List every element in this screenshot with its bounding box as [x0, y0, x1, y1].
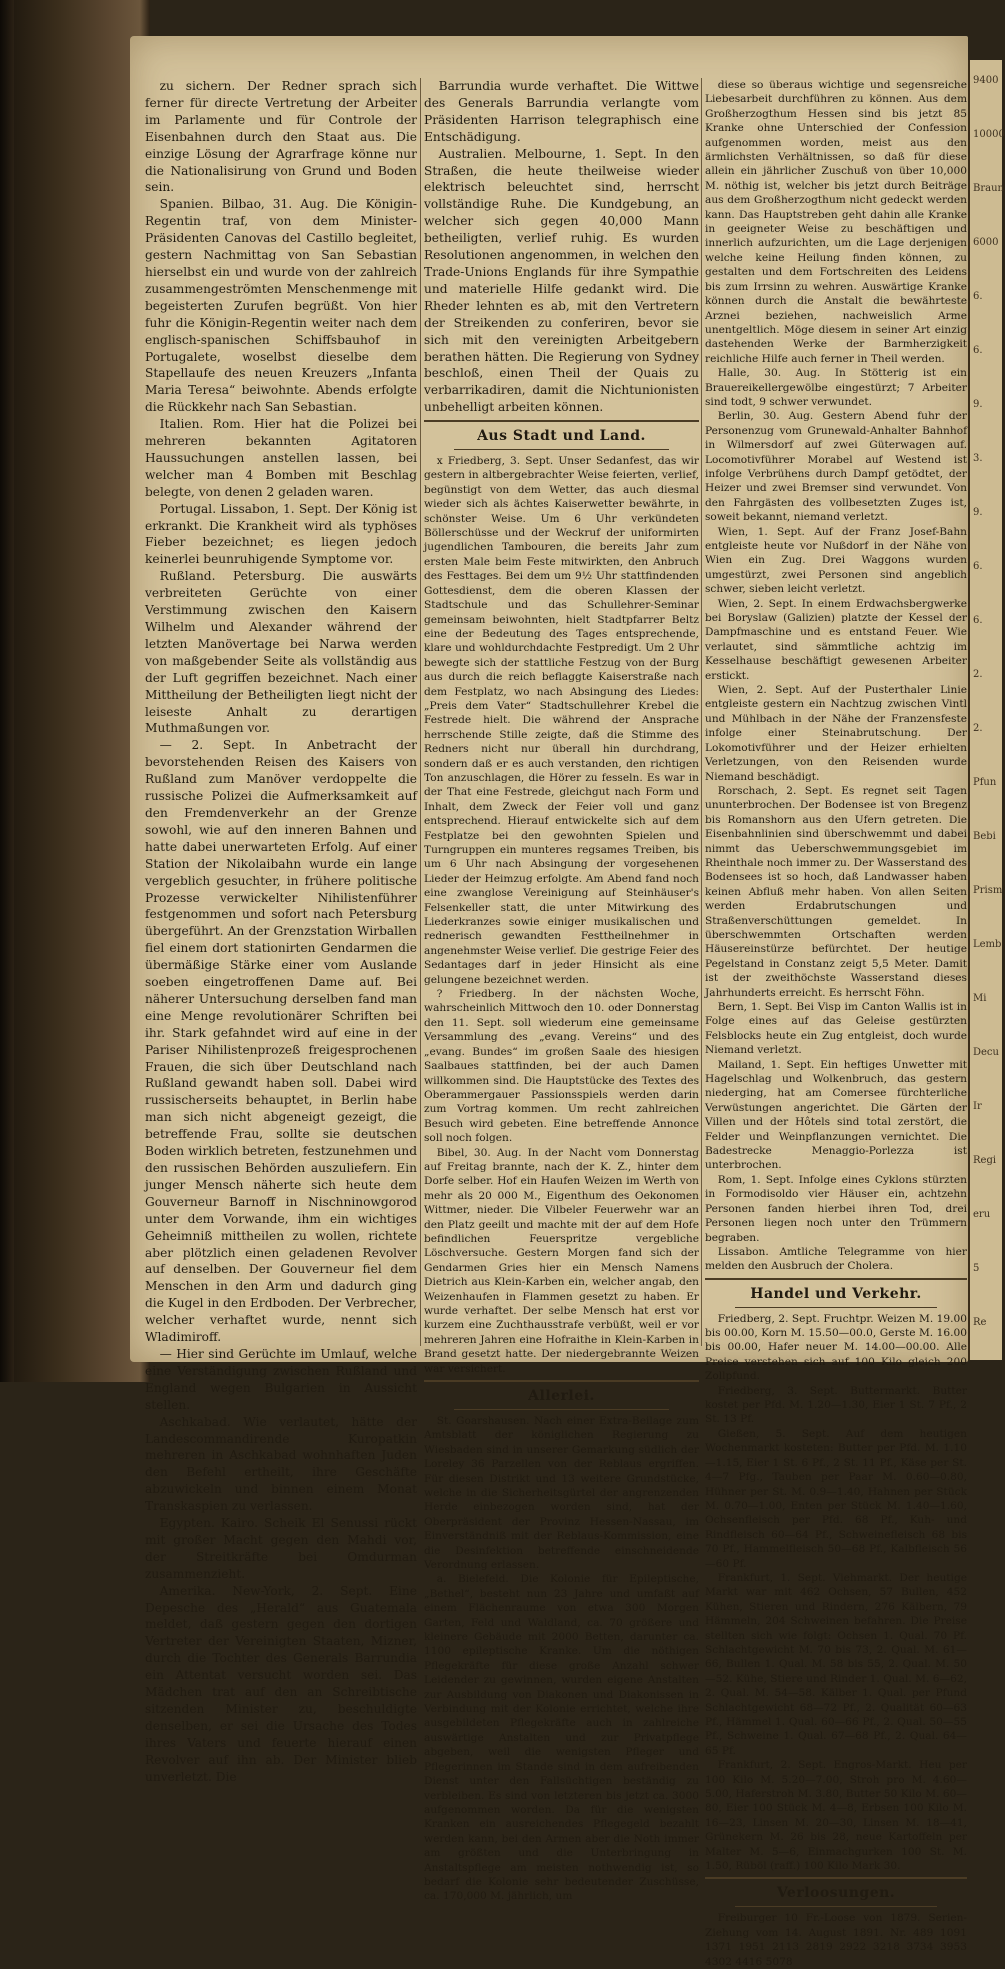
heading-underline	[735, 1307, 937, 1308]
heading-underline	[454, 1409, 669, 1410]
adjacent-page-fragment: 6000	[973, 237, 999, 248]
column-1	[145, 78, 417, 1784]
adjacent-page-fragment: 9.	[973, 507, 983, 518]
column-3	[705, 78, 967, 1968]
article-paragraph: zu sichern. Der Redner sprach sich ferner für directe Vertretung der Arbeiter im Parlamente und für Controle der Eisenbahnen durch den Staat aus. Die einzige Lösung der Agrarfrage könne nur die Nationalisirung von Grund und Boden sein.	[145, 79, 417, 195]
article-paragraph: ? Friedberg. In der nächsten Woche, wahrscheinlich Mittwoch den 10. oder Donnerstag den 11. Sept. soll wiederum eine gemeinsame Versammlung des „evang. Vereins“ und des „evang. Bundes“ im großen Saale des hiesigen Saalbaues stattfinden, bei der auch Damen willkommen sind. Die Hauptstücke des Textes des Oberammergauer Passionsspiels werden darin zum Vortrag kommen. Um recht zahlreichen Besuch wird gebeten. Eine betreffende Annonce soll noch folgen.	[424, 988, 699, 1145]
adjacent-page-fragment: Braun	[973, 183, 1004, 194]
adjacent-page-fragment: 6.	[973, 345, 983, 356]
section-divider	[705, 1877, 967, 1879]
adjacent-page-edge	[968, 60, 1005, 1360]
adjacent-page-fragment: Lemb	[973, 939, 1002, 950]
adjacent-page-fragment: eru	[973, 1209, 991, 1220]
article-paragraph: Rußland. Petersburg. Die auswärts verbreiteten Gerüchte von einer Verstimmung zwischen den Kaisern Wilhelm und Alexander während der letzten Manövertage bei Narwa werden von maßgebender Seite als vollständig aus der Luft gegriffen bezeichnet. Nach einer Mittheilung der Betheiligten liegt nicht der leiseste Anhalt zu derartigen Muthmaßungen vor.	[145, 569, 417, 736]
article-paragraph: — Hier sind Gerüchte im Umlauf, welche eine Verständigung zwischen Rußland und England wegen Bulgarien in Aussicht stellen.	[145, 1346, 417, 1412]
adjacent-page-fragment: 5	[973, 1263, 980, 1274]
article-paragraph: Spanien. Bilbao, 31. Aug. Die Königin-Regentin traf, von dem Minister-Präsidenten Canovas del Castillo begleitet, gestern Nachmittag von San Sebastian hierselbst ein und wurde von der zahlreich zusammengeströmten Menschenmenge mit begeisterten Zurufen begrüßt. Von hier fuhr die Königin-Regentin weiter nach dem englisch-spanischen Schiffsbauhof in Portugalete, woselbst dieselbe dem Stapellaufe des neuen Kreuzers „Infanta Maria Teresa“ beiwohnte. Abends erfolgte die Rückkehr nach San Sebastian.	[145, 197, 417, 415]
column-rule-1	[420, 78, 421, 1346]
adjacent-page-fragment: Prism	[973, 885, 1003, 896]
article-paragraph: Freiburger 10 Fr.-Loose von 1879. Serien-Ziehung vom 14. August 1891. Nr. 489 1091 1371 1951 2113 2819 2922 3218 3734 3953 4302 4416 5078	[705, 1912, 967, 1968]
section-divider	[424, 420, 699, 422]
adjacent-page-fragment: Bebi	[973, 831, 996, 842]
adjacent-page-fragment: Ir	[973, 1101, 982, 1112]
article-paragraph: Italien. Rom. Hier hat die Polizei bei mehreren bekannten Agitatoren Haussuchungen anstellen lassen, bei welcher man 4 Bomben mit Beschlag belegte, von denen 2 geladen waren.	[145, 417, 417, 499]
article-paragraph: Mailand, 1. Sept. Ein heftiges Unwetter mit Hagelschlag und Wolkenbruch, das gestern niederging, hat am Comersee fürchterliche Verwüstungen angerichtet. Die Gärten der Villen und der Hôtels sind total zerstört, die Felder und Weinpflanzungen vernichtet. Die Badestrecke Menaggio-Porlezza ist unterbrochen.	[705, 1058, 967, 1172]
article-paragraph: — 2. Sept. In Anbetracht der bevorstehenden Reisen des Kaisers von Rußland zum Manöver verdoppelte die russische Polizei die Aufmerksamkeit auf den Fremdenverkehr an der Grenze sowohl, wie auf den inneren Bahnen und hatte dabei unerwarteten Erfolg. Auf einer Station der Nikolaibahn wurde ein lange vergeblich gesuchter, in frühere politische Prozesse verwickelter Nihilistenführer festgenommen und sofort nach Petersburg übergeführt. An der Grenzstation Wirballen fiel einem dort stationirten Gendarmen die übermäßige Stärke einer vom Auslande soeben eingetroffenen Dame auf. Bei näherer Untersuchung derselben fand man eine Menge revolutionärer Schriften bei ihr. Stark gefahndet wird auf eine in der Pariser Nihilistenprozeß freigesprochenen Frauen, die sich über Deutschland nach Rußland gewandt haben soll. Dabei wird russischerseits behauptet, in Berlin habe man sich nicht abgeneigt gezeigt, die betreffende Frau, sollte sie deutschen Boden wirklich betreten, festzunehmen und den russischen Behörden auszuliefern. Ein junger Mensch näherte sich heute dem Gouverneur Barnoff in Nischninowgorod unter dem Vorwande, ihm ein wichtiges Geheimniß mittheilen zu wollen, richtete aber plötzlich einen geladenen Revolver auf denselben. Der Gouverneur fiel dem Menschen in den Arm und dadurch ging die Kugel in den Erdboden. Der Verbrecher, welcher verhaftet wurde, nennt sich Wladimiroff.	[145, 738, 417, 1345]
section-heading-stadt-und-land: Aus Stadt und Land.	[477, 428, 646, 445]
article-paragraph: x Friedberg, 3. Sept. Unser Sedanfest, das wir gestern in altbergebrachter Weise feierten, verlief, begünstigt von dem Wetter, das auch diesmal wieder sich als ächtes Kaiserwetter bewährte, in schönster Weise. Um 6 Uhr verkündeten Böllerschüsse und der Weckruf der uniformirten jugendlichen Tambouren, die bereits Jahr zum ersten Male beim Feste mitwirkten, den Anbruch des Festtages. Bei dem um 9½ Uhr stattfindenden Gottesdienst, dem die oberen Klassen der Stadtschule und das Schullehrer-Seminar gemeinsam beiwohnten, hielt Stadtpfarrer Beltz eine der Bedeutung des Tages entsprechende, klare und wohldurchdachte Festpredigt. Um 2 Uhr bewegte sich der stattliche Festzug von der Burg aus durch die reich beflaggte Kaiserstraße nach dem Festplatz, wo nach Absingung des Liedes: „Preis dem Vater“ Stadtschullehrer Krebel die Festrede hielt. Die während der Ansprache herrschende Stille zeigte, daß die Stimme des Redners nicht nur überall hin durchdrang, sondern daß er es auch verstanden, den richtigen Ton anzuschlagen, die Hörer zu fesseln. Es war in der That eine Festrede, gleichgut nach Form und Inhalt, dem Zweck der Feier voll und ganz entsprechend. Hierauf entwickelte sich auf dem Festplatze bei den gewohnten Spielen und Turngruppen ein munteres regsames Treiben, bis um 6 Uhr nach Absingung der vorgesehenen Lieder der Heimzug erfolgte. Am Abend fand noch eine zwanglose Vereinigung auf Steinhäuser's Felsenkeller statt, die unter Mitwirkung des Liederkranzes sowie einiger musikalischen und rednerisch gewandten Festtheilnehmer in angenehmster Weise verlief. Die gestrige Feier des Sedantages darf in jeder Hinsicht als eine gelungene bezeichnet werden.	[424, 455, 699, 986]
article-paragraph: Bibel, 30. Aug. In der Nacht vom Donnerstag auf Freitag brannte, nach der K. Z., hinter dem Dorfe selber. Hof ein Haufen Weizen im Werth von mehr als 20 000 M., Eigenthum des Oekonomen Wittmer, nieder. Die Vilbeler Feuerwehr war an den Platz geeilt und machte mit der auf dem Hofe befindlichen Feuerspritze vergebliche Löschversuche. Gestern Morgen fand sich der Gendarmen Gries hier ein Mensch Namens Dietrich aus Klein-Karben ein, welcher angab, den Weizenhaufen in Flammen gesetzt zu haben. Er wurde verhaftet. Der selbe Mensch hat erst vor kurzem eine Zuchthausstrafe verbüßt, weil er vor mehreren Jahren eine Hofraithe in Klein-Karben in Brand gesetzt hatte. Der niedergebrannte Weizen war versichert.	[424, 1146, 699, 1375]
article-paragraph: Gießen, 5. Sept. Auf dem heutigen Wochenmarkt kosteten: Butter per Pfd. M. 1.10—1.15, Eier 1 St. 6 Pf., 2 St. 11 Pf., Käse per St. 4—7 Pfg., Tauben per Paar M. 0.60—0.80, Hühner per St. M. 0.9—1.40, Hahnen per Stück M. 0.70—1.00, Enten per Stück M. 1.40—1.60, Ochsenfleisch per Pfd. 68 Pf., Kuh- und Rindfleisch 60—64 Pf., Schweinefleisch 68 bis 70 Pf., Hammelfleisch 50—68 Pf., Kalbfleisch 56—60 Pf.	[705, 1427, 967, 1570]
column-2	[424, 78, 699, 1903]
article-paragraph: Rorschach, 2. Sept. Es regnet seit Tagen ununterbrochen. Der Bodensee ist von Bregenz bis Romanshorn aus den Ufern getreten. Die Eisenbahnlinien sind überschwemmt und dabei nimmt das Ueberschwemmungsgebiet im Rheinthale noch immer zu. Der Wasserstand des Bodensees ist so hoch, daß Landwasser haben keinen Abfluß mehr haben. Von allen Seiten werden Erdabrutschungen und Straßenverschüttungen gemeldet. In überschwemmten Ortschaften werden Häusereinstürze befürchtet. Der heutige Pegelstand in Constanz zeigt 5,5 Meter. Damit ist der zweithöchste Wasserstand dieses Jahrhunderts erreicht. Es herrscht Föhn.	[705, 784, 967, 999]
article-paragraph: a. Bielefeld. Die Kolonie für Epileptische, „Bethel“, besteht nun 23 Jahre und umfaßt auf einem Flächenraume von etwa 300 Morgen Garten, Feld und Waldland, ca. 70 größere und kleinere Gebäude mit 2000 Betten, darunter ca. 1100 epileptische Kranke. Um die nöthigen Pflegekräfte für diese große Anzahl schwer Leidender zu gewinnen, wurden eigene Anstalten zur Ausbildung von Diakonen und Diakonissen in Verbindung mit der Kolonie errichtet, welche ihre ausgebildeten Pflegekräfte auch in zahlreiche auswärtige Anstalten und zur Privatpflege abgeben, weil die wenigsten Pfleger und Pflegerinnen im Stande sind in dem aufreibenden Dienst unter den Fallsüchtigen beständig zu verbleiben. Es sind von letzteren bis jetzt ca. 3000 aufgenommen worden. Da für die wenigsten Kranken ein ausreichendes Pflegegeld bezahlt werden kann, bei den Armen aber die Noth immer am größten und die Unterbringung in Anstaltspflege am meisten nothwendig ist, so bedarf die Kolonie sehr bedeutender Zuschüsse, ca. 170,000 M. jährlich, um	[424, 1573, 699, 1903]
article-paragraph: Egypten. Kairo. Scheik El Senussi rückt mit großer Macht gegen den Mahdi vor, der Streitkräfte bei Omdurman zusammenzieht.	[145, 1516, 417, 1581]
adjacent-page-fragment: 9400	[973, 75, 999, 86]
article-paragraph: Australien. Melbourne, 1. Sept. In den Straßen, die heute theilweise wieder elektrisch beleuchtet sind, herrscht vollständige Ruhe. Die Kundgebung, an welcher sich gegen 40,000 Mann betheiligten, verlief ruhig. Es wurden Resolutionen angenommen, in welchen den Trade-Unions Englands für ihre Sympathie und materielle Hilfe gedankt wird. Die Rheder lehnten es ab, mit den Vertretern der Streikenden zu conferiren, bevor sie sich mit den vereinigten Arbeitgebern berathen hätten. Die Regierung von Sydney beschloß, einen Theil der Quais zu verbarrikadiren, damit die Nichtunionisten unbehelligt arbeiten können.	[424, 146, 699, 415]
adjacent-page-fragment: 6.	[973, 615, 983, 626]
adjacent-page-fragment: Decu	[973, 1047, 999, 1058]
section-heading-verloosungen: Verloosungen.	[776, 1885, 896, 1902]
article-paragraph: Friedberg, 3. Sept. Buttermarkt. Butter kostet per Pfd. M. 1.20—1.30, Eier 1 St. 7 Pf., 2 St. 13 Pf.	[705, 1384, 967, 1426]
adjacent-page-fragment: 2.	[973, 723, 983, 734]
article-paragraph: Amerika. New-York, 2. Sept. Eine Depesche des „Herald“ aus Guatemala meldet, daß gestern gegen den dortigen Vertreter der Vereinigten Staaten, Mizner, durch die Tochter des Generals Barrundia ein Attentat versucht worden sei. Das Mädchen trat auf den an Schreibtische sitzenden Minister zu, beschuldigte denselben, er sei die Ursache des Todes ihres Vaters und feuerte hierauf einen Revolver auf ihn ab. Der Minister blieb unverletzt. Die	[145, 1583, 417, 1784]
article-paragraph: Barrundia wurde verhaftet. Die Wittwe des Generals Barrundia verlangte vom Präsidenten Harrison telegraphisch eine Entschädigung.	[424, 79, 699, 144]
article-paragraph: Frankfurt, 1. Sept. Viehmarkt. Der heutige Markt war mit 462 Ochsen, 57 Bullen, 452 Kühen, Stieren und Rindern, 276 Kälbern, 79 Hämmeln, 204 Schweinen befahren. Die Preise stellten sich wie folgt: Ochsen 1. Qual. 70 Pf. Schlachtgewicht M. 70 bis 73, 2. Qual. M. 61—66, Bullen 1. Qual. M. 58 bis 55, 2. Qual. M. 50—52. Kühe, Stiere und Rinder 1. Qual. M. 6—62, 2. Qual. M. 54—58. Kälber 1. Qual. per Pfund Schlachtgewicht 68—72 Pf., 2. Qualität 60—63 Pf., Hämmel 1. Qual. 60—66 Pf., 2. Qual. 50—55 Pf., Schweine 1. Qual. 67—68 Pf., 2. Qual. 64—65 Pf.	[705, 1571, 967, 1757]
column-rule-2	[701, 78, 702, 1346]
adjacent-page-fragment: Pfun	[973, 777, 997, 788]
adjacent-page-fragment: 3.	[973, 453, 983, 464]
adjacent-page-fragment: Mi	[973, 993, 987, 1004]
article-paragraph: Berlin, 30. Aug. Gestern Abend fuhr der Personenzug vom Grunewald-Anhalter Bahnhof in Wilmersdorf auf zwei Güterwagen auf. Locomotivführer Morabel auf Westend ist infolge Verbrühens durch Dampf getödtet, der Heizer und zwei Bremser sind verwundet. Von den Fahrgästen des vollbesetzten Zuges ist, soweit bekannt, niemand verletzt.	[705, 410, 967, 524]
heading-underline	[735, 1906, 937, 1907]
book-binding	[0, 0, 150, 1382]
section-divider	[424, 1380, 699, 1382]
article-paragraph: Rom, 1. Sept. Infolge eines Cyklons stürzten in Formodisoldo vier Häuser ein, achtzehn Personen fanden hierbei ihren Tod, drei Personen liegen noch unter den Trümmern begraben.	[705, 1173, 967, 1244]
article-paragraph: Aschkabad. Wie verlautet, hätte der Landescommandirende Kuropatkin mehreren in Aschkabad wohnhaften Juden den Befehl ertheilt, ihre Geschäfte abzuwickeln und binnen einem Monat Transkaspien zu verlassen.	[145, 1414, 417, 1514]
adjacent-page-fragment: 2.	[973, 669, 983, 680]
heading-underline	[454, 449, 669, 450]
article-paragraph: diese so überaus wichtige und segensreiche Liebesarbeit durchführen zu können. Aus dem Großherzogthum Hessen sind bis jetzt 85 Kranke ohne Unterschied der Confession aufgenommen worden, meist aus den ärmlichsten Verhältnissen, so daß für diese allein ein jährlicher Zuschuß von über 10,000 M. nöthig ist, welcher bis jetzt durch Beiträge aus dem Großherzogthum nicht gedeckt werden kann. Das Hauptstreben geht dahin alle Kranke in geeigneter Weise zu beschäftigen und innerlich aufzurichten, um die Lage derjenigen welche keine Heilung finden können, zu gestalten und dem Fortschreiten des Leidens bis zum Irrsinn zu wehren. Auswärtige Kranke können durch die Anstalt die bewährteste Arznei beziehen, nachweislich Arme unentgeltlich. Möge diesem in seiner Art einzig dastehenden Werke der Barmherzigkeit reichliche Hilfe auch ferner in Theil werden.	[705, 79, 967, 365]
adjacent-page-fragment: 6.	[973, 291, 983, 302]
adjacent-page-fragment: 10000	[973, 129, 1005, 140]
article-paragraph: Lissabon. Amtliche Telegramme von hier melden den Ausbruch der Cholera.	[705, 1245, 967, 1273]
article-paragraph: Frankfurt, 2. Sept. Engros-Markt. Heu per 100 Kilo M. 5.20—7.00, Stroh pro M. 4.60—5.00, Haferstroh M. 3.80, Butter 50 Kilo M. 60—80, Eier 100 Stück M. 4—8, Erbsen 100 Kilo M. 16—23, Linsen M. 20—30, Linsen M. 18—41, Grünekern M. 26 bis 28, neue Kartoffeln per Malter M. 5—6, Einmachgurken 100 St. M. 1.50, Rüböl (raff.) 100 Kilo Mark 30.	[705, 1759, 967, 1873]
adjacent-page-fragment: 6.	[973, 561, 983, 572]
article-paragraph: Bern, 1. Sept. Bei Visp im Canton Wallis ist in Folge eines auf das Geleise gestürzten Felsblocks heute ein Zug entgleist, doch wurde Niemand verletzt.	[705, 1001, 967, 1057]
adjacent-page-fragment: Regi	[973, 1155, 997, 1166]
article-paragraph: Halle, 30. Aug. In Stötterig ist ein Brauereikellergewölbe eingestürzt; 7 Arbeiter sind todt, 9 schwer verwundet.	[705, 367, 967, 408]
section-heading-allerlei: Allerlei.	[528, 1388, 595, 1405]
article-paragraph: Friedberg, 2. Sept. Fruchtpr. Weizen M. 19.00 bis 00.00, Korn M. 15.50—00.0, Gerste M. 16.00 bis 00.00, Hafer neuer M. 14.00—00.00. Alle Preise verstehen sich auf 100 Kilo gleich 200 Zollpfund.	[705, 1312, 967, 1383]
article-paragraph: Wien, 2. Sept. Auf der Pusterthaler Linie entgleiste gestern ein Nachtzug zwischen Vintl und Mühlbach in der Nähe der Franzensfeste infolge einer Steinabrutschung. Der Lokomotivführer und der Heizer erhielten Verletzungen, von den Reisenden wurde Niemand beschädigt.	[705, 684, 967, 783]
spine-edge	[0, 0, 14, 1382]
article-paragraph: Wien, 2. Sept. In einem Erdwachsbergwerke bei Boryslaw (Galizien) platzte der Kessel der Dampfmaschine und es entstand Feuer. Wie verlautet, sind sämmtliche achtzig im Kesselhause beschäftigt gewesenen Arbeiter erstickt.	[705, 597, 967, 682]
section-heading-handel-und-verkehr: Handel und Verkehr.	[750, 1285, 922, 1302]
adjacent-page-fragment: 9.	[973, 399, 983, 410]
article-paragraph: Wien, 1. Sept. Auf der Franz Josef-Bahn entgleiste heute vor Nußdorf in der Nähe von Wien ein Zug. Drei Waggons wurden umgestürzt, zwei Personen sind angeblich schwer, sieben leicht verletzt.	[705, 525, 967, 596]
article-paragraph: St. Goarshausen. Nach einer Extra-Beilage zum Amtsblatt der königlichen Regierung zu Wiesbaden sind in unserer Gemarkung südlich der Loreley 36 Parzellen von der Reblaus ergriffen. Für diesen Distrikt und 13 weitere Grundstücke, welche in die Sicherheitsgürtel der angrenzenden Herde einbezogen worden sind, hat der Oberpräsident der Provinz Hessen-Nassau, im Einverständniß mit der Reblaus-Kommission, eine die Desinfektion betreffende einschneidende Verordnung erlassen.	[424, 1414, 699, 1571]
adjacent-page-fragment: Re	[973, 1317, 987, 1328]
article-paragraph: Portugal. Lissabon, 1. Sept. Der König ist erkrankt. Die Krankheit wird als typhöses Fieber bezeichnet; es liegen jedoch keinerlei beunruhigende Symptome vor.	[145, 501, 417, 567]
section-divider	[705, 1278, 967, 1280]
